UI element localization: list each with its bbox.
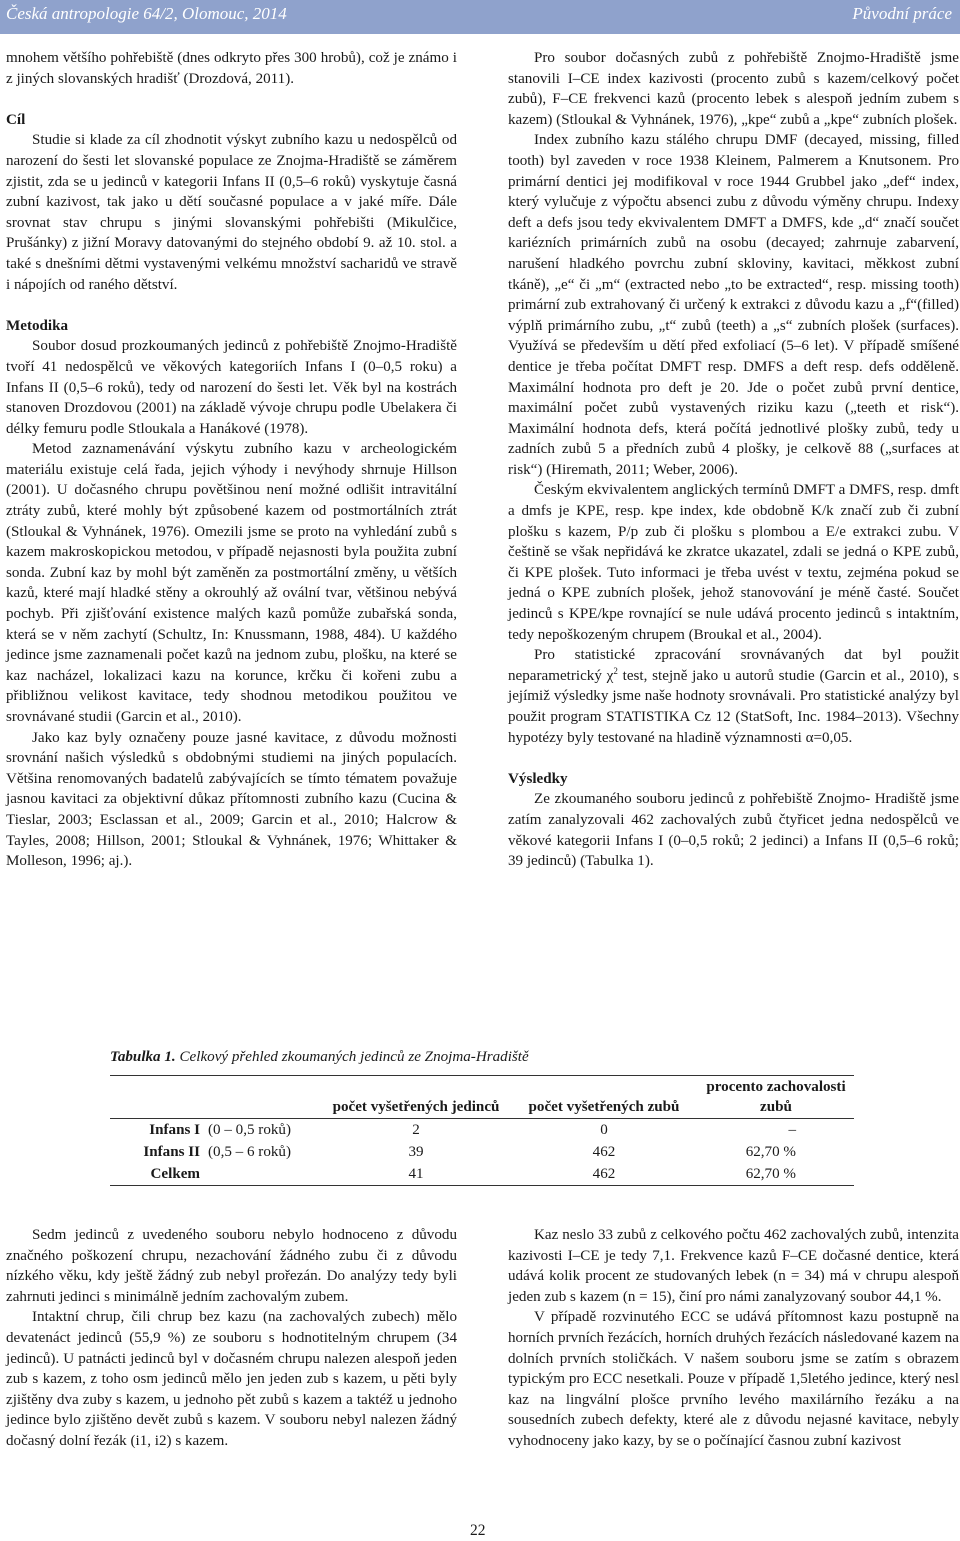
row-age-range: (0,5 – 6 roků) — [208, 1144, 292, 1160]
cell-percent: – — [788, 1122, 796, 1138]
heading-vysledky: Výsledky — [508, 770, 568, 787]
column-right-bottom — [508, 1225, 959, 1452]
table-row — [110, 1163, 854, 1186]
column-left-top — [6, 48, 457, 872]
cell-percent: 62,70 % — [745, 1144, 796, 1160]
text-span: Pro statistické zpracování srovnávaných dat byl použit neparametrický χ — [508, 647, 959, 684]
table-caption-text: Celkový přehled zkoumaných jedinců ze Znojma-Hradiště — [179, 1049, 529, 1065]
header-empty — [204, 1076, 322, 1119]
running-header — [0, 0, 960, 34]
heading-metodika: Metodika — [6, 317, 69, 334]
cell-teeth: 462 — [592, 1166, 616, 1182]
paragraph: Soubor dosud prozkoumaných jedinců z pohřebiště Znojmo-Hradiště tvoří 41 nedospělců ve věkových kategoriích Infans I (0–0,5 roku) a Infans II (0,5–6 roků), tedy od narození do šesti let. Věk byl na kostrách stanoven Drozdovou (2001) na základě vývoje chrupu podle Ubelakera či délky femuru podle Stloukala a Hanákové (1978). — [6, 338, 457, 437]
cell-individuals: 2 — [412, 1122, 420, 1138]
header-examined-individuals: počet vyšetřených jedinců — [332, 1099, 500, 1115]
column-left-bottom — [6, 1225, 457, 1452]
paragraph-statistics — [508, 645, 959, 748]
cell-percent: 62,70 % — [745, 1166, 796, 1182]
paragraph: Metod zaznamenávání výskytu zubního kazu v archeologickém materiálu existuje celá řada, jejich výhody i nevýhody shrnuje Hillson (2001). U dočasného chrupu povětšinou není možné odlišit intravitální ztráty zubů, které mohly být způsobené kazem od postmortálních ztrát (Stloukal & Vyhnánek, 1976). Omezili jsme se proto na vyhledání zubů s kazem makroskopickou metodou, v případě nejasnosti byla použita zubní sonda. Zubní kaz by mohl být zaměněn za postmortální změny, u větších kazů, které mají hladké stěny a okrouhlý až ovální tvar, většinou nebývá pochyb. Při zjišťování existence malých kazů pomůže zubařská sonda, která se v něm zachytí (Schultz, In: Knussmann, 1988, 484). U každého jedince jsme zaznamenali počet kazů na jednom zubu, plošku, na které se kaz nacházel, lokalizaci kazu na korunce, krčku či kořeni zubu a přibližnou velikost kavitace, tedy shodnou metodikou použitou ve srovnávané studii (Garcin et al., 2010). — [6, 441, 457, 725]
table-caption — [110, 1049, 529, 1066]
cell-individuals: 39 — [408, 1144, 424, 1160]
table-caption-label: Tabulka 1. — [110, 1049, 176, 1065]
column-right-top — [508, 48, 959, 872]
summary-table — [110, 1075, 854, 1186]
text-span: test, stejně jako u autorů studie (Garcin et al., 2010), s jejímiž výsledky jsme naše hodnoty srovnávali. Pro statistické analýzy byl použit program STATISTIKA Cz 12 (StatSoft, Inc. 1984–2013). Všechny hypotézy byly testované na hladině významnosti α=0,05. — [508, 667, 959, 746]
page-number: 22 — [470, 1522, 486, 1539]
paragraph: Intaktní chrup, čili chrup bez kazu (na zachovalých zubech) mělo devatenáct jedinců (55,9 %) ze souboru s hodnotitelným chrupem (34 jedinců). U patnácti jedinců byl v dočasném chrupu nalezen alespoň jeden zub s kazem, z toho osm jedinců mělo jen jeden zub s kazem, u pěti byly zjištěny dva zuby s kazem, u jednoho pět zubů s kazem a taktéž u jednoho jedince bylo zjištěno devět zubů s kazem. V souboru nebyl nalezen žádný dočasný dolní řezák (i1, i2) s kazem. — [6, 1309, 457, 1449]
row-category: Infans I — [149, 1122, 200, 1138]
row-age-range — [204, 1163, 322, 1186]
header-examined-teeth: počet vyšetřených zubů — [528, 1099, 680, 1115]
paragraph: Českým ekvivalentem anglických termínů DMFT a DMFS, resp. dmft a dmfs je KPE, resp. kpe index, kde obdobně K/k značí zub či zubní plošku s kazem, P/p zub či plošku s plombou a E/e extrakci zubu. V češtině se však nepřidává ke zkratce ukazatel, zdali se jedná o KPE zubů, či KPE plošek. Tuto informaci je třeba uvést v textu, zejména pokud se jedná o KPE zubních plošek, jehož stanovování je méně časté. Součet jedinců s KPE/kpe rovnající se nule udává procento jedinců s intaktním, tedy nepoškozeným chrupem (Broukal et al., 2004). — [508, 482, 959, 643]
paragraph: Jako kaz byly označeny pouze jasné kavitace, z důvodu možnosti srovnání našich výsledků s obdobnými studiemi na jiných populacích. Většina renomovaných badatelů zabývajících se tímto tématem považuje jasnou kavitaci za objektivní důkaz přítomnosti zubního kazu (Cucina & Tieslar, 2003; Esclassan et al., 2009; Garcin et al., 2010; Halcrow & Tayles, 2008; Hillson, 2001; Stloukal & Vyhnánek, 1976; Whittaker & Molleson, 1996; aj.). — [6, 729, 457, 870]
superscript: 2 — [613, 665, 618, 676]
table-header-row — [110, 1076, 854, 1119]
header-empty — [110, 1076, 204, 1119]
paragraph: V případě rozvinutého ECC se udává přítomnost kazu postupně na horních prvních řezácích, horních druhých řezácích následované kazem na dolních prvních stoličkách. V našem souboru jsme se zatím s obrazem typickým pro ECC nesetkali. Pouze v případě 1,5letého jedince, který nesl kaz na lingvální plošce prvního levého maxilárního řezáku a na sousedních zubech defekty, které ale z důvodu nejasné kavitace, nebyly vyhodnoceny jako kazy, by se o počínající časnou zubní kazivost — [508, 1309, 959, 1449]
table-row — [110, 1119, 854, 1142]
paragraph: Sedm jedinců z uvedeného souboru nebylo hodnoceno z důvodu značného poškození chrupu, nezachování žádného zubu či z důvodu nízkého věku, kdy ještě žádný zub nebyl prořezán. Do analýzy tedy byli zahrnuti jedinci s minimálně jedním zachovalým zubem. — [6, 1227, 457, 1305]
row-category: Infans II — [143, 1144, 200, 1160]
paragraph: mnohem většího pohřebiště (dnes odkryto přes 300 hrobů), což je známo i z jiných slovanských hradišť (Drozdová, 2011). — [6, 50, 457, 87]
header-preservation: procento zachovalosti zubů — [706, 1079, 846, 1115]
row-category: Celkem — [150, 1166, 200, 1182]
journal-title: Česká antropologie 64/2, Olomouc, 2014 — [6, 4, 287, 23]
paragraph: Pro soubor dočasných zubů z pohřebiště Znojmo-Hradiště jsme stanovili I–CE index kazivosti (procento zubů s kazem/celkový počet zubů), F–CE frekvenci kazů (procento lebek s alespoň jedním zubem s kazem) (Stloukal & Vyhnánek, 1976), „kpe“ zubů a „kpe“ zubních plošek. — [508, 50, 959, 128]
section-label: Původní práce — [852, 4, 952, 23]
row-age-range: (0 – 0,5 roků) — [208, 1122, 292, 1138]
paragraph: Kaz neslo 33 zubů z celkového počtu 462 zachovalých zubů, intenzita kazivosti I–CE je tedy 7,1. Frekvence kazů F–CE dočasné dentice, která udává kolik procent ze studovaných lebek (n = 34) má v chrupu alespoň jeden zub s kazem (n = 15), činí pro námi zanalyzovaný soubor 44,1 %. — [508, 1227, 959, 1305]
table-row — [110, 1141, 854, 1163]
cell-teeth: 0 — [600, 1122, 608, 1138]
cell-individuals: 41 — [408, 1166, 424, 1182]
paragraph: Index zubního kazu stálého chrupu DMF (decayed, missing, filled tooth) byl zaveden v roce 1938 Kleinem, Palmerem a Knutsonem. Pro primární dentici jej modifikoval v roce 1944 Grubbel jako „def“ index, který vylučuje z výpočtu absenci zubu z důvodu výměny chrupu. Indexy deft a defs jsou tedy ekvivalentem DMFT a DMFS, kde „d“ značí součet kariézních primárních zubů na osobu (decayed; zahrnuje zabarvení, narušení hladkého povrchu zubní skloviny, kavitaci, měkkost zubní tkáně), „e“ či „m“ (extracted nebo „to be extracted“, resp. missing tooth) primární zub extrahovaný či určený k extrakci z důvodu kazu a „f“(filled) výplň primárního zubu, „t“ zubů (teeth) a „s“ zubních plošek (surfaces). Využívá se především u dětí před exfoliací (5–6 let). V případě smíšené dentice je třeba počítat DMFT resp. DMFS a deft resp. defs odděleně. Maximální hodnota pro deft je 20. Jde o počet zubů první dentice, maximální počet zubů vystavených riziku kazu („teeth et risk“). Maximální hodnota defs, která počítá jednotlivé plošky zubů, tedy u zadních zubů 5 a předních zubů 4 plošky, je celkově 88 („surfaces at risk“) (Hiremath, 2011; Weber, 2006). — [508, 132, 959, 478]
heading-cil: Cíl — [6, 111, 26, 128]
cell-teeth: 462 — [592, 1144, 616, 1160]
paragraph: Ze zkoumaného souboru jedinců z pohřebiště Znojmo- Hradiště jsme zatím zanalyzovali 462 zachovalých zubů čtyřicet jedna nedospělců ve věkové kategorii Infans I (0–0,5 roků; 2 jedinci) a Infans II (0,5–6 roků; 39 jedinců) (Tabulka 1). — [508, 791, 959, 870]
paragraph: Studie si klade za cíl zhodnotit výskyt zubního kazu u nedospělců od narození do šesti let slovanské populace ze Znojma-Hradiště se záměrem zjistit, zda se u jedinců v kategorii Infans II (0,5–6 roků) vyskytuje časná zubní kazivost, tak jako u dětí současné populace a v jaké míře. Dále srovnat stav chrupu s jinými slovanskými pohřebišti (Mikulčice, Prušánky) z jižní Moravy datovanými do stejného období 9. až 10. stol. a také s dnešními dětmi vystavenými velkému množství sacharidů ve stravě i nápojích od raného dětství. — [6, 132, 457, 293]
